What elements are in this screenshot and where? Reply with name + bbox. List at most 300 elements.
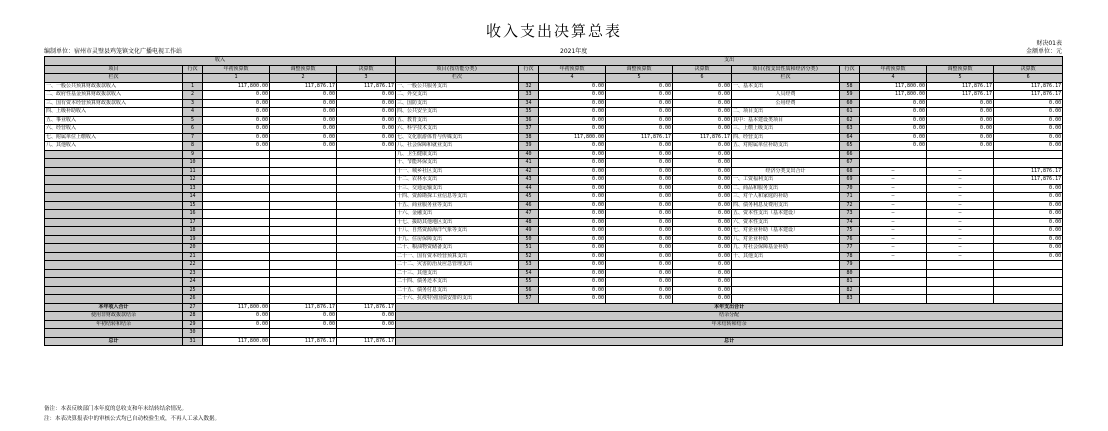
income-value: 0.00	[270, 133, 337, 142]
col-label: 栏次	[396, 74, 519, 83]
table-row	[45, 278, 1063, 287]
income-item	[45, 278, 183, 287]
income-value: 0.00	[337, 116, 396, 125]
adjusted-header: 调整预算数	[270, 65, 337, 74]
row-number: 51	[519, 244, 539, 253]
table-row	[45, 252, 1063, 261]
final-header: 决算数	[337, 65, 396, 74]
income-item	[45, 218, 183, 227]
income-value: 0.00	[203, 142, 270, 151]
econ-value: —	[927, 244, 994, 253]
expense-value: 0.00	[539, 261, 606, 270]
expense-value: 0.00	[539, 176, 606, 185]
row-number: 35	[519, 108, 539, 117]
income-item	[45, 235, 183, 244]
econ-item: 四、经营支出	[732, 133, 840, 142]
income-total-value: 117,800.00	[203, 337, 270, 346]
income-value: 0.00	[270, 99, 337, 108]
row-number: 74	[840, 218, 860, 227]
income-value	[270, 184, 337, 193]
income-value	[270, 201, 337, 210]
income-item	[45, 295, 183, 304]
econ-value: 0.00	[860, 125, 927, 134]
row-number: 27	[183, 303, 203, 312]
expense-item: 四、公共安全支出	[396, 108, 519, 117]
col-number: 4	[539, 74, 606, 83]
row-number: 75	[840, 227, 860, 236]
income-value	[270, 218, 337, 227]
econ-value: 0.00	[994, 125, 1063, 134]
table-row	[45, 82, 1063, 91]
total-row	[45, 329, 1063, 338]
row-number: 48	[519, 218, 539, 227]
expense-total-label: 本年支出合计	[396, 303, 1063, 312]
econ-value: 117,800.00	[860, 91, 927, 100]
income-value	[270, 269, 337, 278]
note-2: 注：本表决算报表中的审核公式均已自动校验生成，不再人工录入数据。	[44, 416, 221, 422]
row-number: 39	[519, 142, 539, 151]
expense-value: 0.00	[606, 99, 673, 108]
econ-value: —	[860, 210, 927, 219]
income-total-label: 本年收入合计	[45, 303, 183, 312]
form-number: 财决01表	[1036, 40, 1062, 47]
header-row	[45, 65, 1063, 74]
econ-item: 一、基本支出	[732, 82, 840, 91]
expense-value: 0.00	[606, 218, 673, 227]
expense-value: 0.00	[539, 142, 606, 151]
econ-value	[860, 269, 927, 278]
expense-item: 十、节能环保支出	[396, 159, 519, 168]
income-value	[270, 159, 337, 168]
econ-value: 0.00	[994, 116, 1063, 125]
econ-value: 0.00	[860, 99, 927, 108]
expense-value: 0.00	[673, 142, 732, 151]
income-item: 一、一般公共预算财政拨款收入	[45, 82, 183, 91]
income-value	[337, 235, 396, 244]
econ-value: —	[927, 201, 994, 210]
row-number: 9	[183, 150, 203, 159]
expense-value: 0.00	[673, 269, 732, 278]
row-number: 78	[840, 252, 860, 261]
econ-value: 0.00	[927, 99, 994, 108]
income-value	[270, 295, 337, 304]
expense-item: 十六、金融支出	[396, 210, 519, 219]
row-number: 3	[183, 99, 203, 108]
row-number: 23	[183, 269, 203, 278]
row-number: 71	[840, 193, 860, 202]
econ-item: 五、资本性支出（基本建设）	[732, 210, 840, 219]
expense-total-label: 年末结转和结余	[396, 320, 1063, 329]
income-value	[337, 227, 396, 236]
col-number: 1	[203, 74, 270, 83]
row-number: 61	[840, 108, 860, 117]
econ-value: 117,876.17	[994, 91, 1063, 100]
econ-value: 117,876.17	[994, 176, 1063, 185]
expense-value: 0.00	[539, 91, 606, 100]
row-number: 11	[183, 167, 203, 176]
row-number: 42	[519, 167, 539, 176]
income-value: 0.00	[337, 133, 396, 142]
income-value	[337, 269, 396, 278]
col-number: 3	[337, 74, 396, 83]
income-value	[270, 227, 337, 236]
unit-label: 编制单位：宿州市灵璧县鸡笼镇文化广播电视工作站	[44, 48, 183, 55]
income-item: 七、附属单位上缴收入	[45, 133, 183, 142]
table-row	[45, 116, 1063, 125]
expense-value: 0.00	[606, 184, 673, 193]
income-value	[203, 278, 270, 287]
income-value	[337, 176, 396, 185]
expense-value: 0.00	[539, 218, 606, 227]
econ-item	[732, 286, 840, 295]
row-number: 55	[519, 278, 539, 287]
income-value	[337, 159, 396, 168]
expense-value: 0.00	[673, 278, 732, 287]
econ-value: 0.00	[994, 184, 1063, 193]
expense-value: 0.00	[606, 142, 673, 151]
expense-value: 0.00	[539, 193, 606, 202]
income-value	[270, 210, 337, 219]
income-value: 0.00	[337, 125, 396, 134]
econ-item: 公用经费	[732, 99, 840, 108]
econ-value	[860, 159, 927, 168]
econ-value: 0.00	[927, 142, 994, 151]
final-header: 决算数	[994, 65, 1063, 74]
income-item	[45, 201, 183, 210]
adjusted-header: 调整预算数	[927, 65, 994, 74]
row-number: 82	[840, 286, 860, 295]
income-value: 0.00	[270, 108, 337, 117]
note-1: 备注：本表反映部门本年度的总收支和年末结转结余情况。	[44, 406, 188, 412]
expense-value: 0.00	[539, 286, 606, 295]
econ-value	[927, 269, 994, 278]
row-number: 40	[519, 150, 539, 159]
econ-item	[732, 159, 840, 168]
econ-value	[927, 261, 994, 270]
income-total-value: 0.00	[337, 320, 396, 329]
econ-value	[860, 278, 927, 287]
income-value: 0.00	[203, 91, 270, 100]
income-value: 0.00	[203, 99, 270, 108]
row-number: 60	[840, 99, 860, 108]
income-value	[270, 193, 337, 202]
expense-value: 0.00	[673, 235, 732, 244]
econ-item: 十、其他支出	[732, 252, 840, 261]
expense-value: 0.00	[606, 193, 673, 202]
currency-label: 金额单位：元	[1025, 48, 1062, 55]
econ-value: —	[860, 227, 927, 236]
col-number: 4	[860, 74, 927, 83]
econ-value: 0.00	[994, 227, 1063, 236]
econ-value: 117,876.17	[927, 91, 994, 100]
expense-item: 二十五、债务付息支出	[396, 286, 519, 295]
row-number: 57	[519, 295, 539, 304]
row-number: 36	[519, 116, 539, 125]
expense-value: 0.00	[606, 286, 673, 295]
expense-value: 0.00	[606, 235, 673, 244]
econ-value: —	[860, 193, 927, 202]
income-item	[45, 184, 183, 193]
row-number: 30	[183, 329, 203, 338]
table-row	[45, 269, 1063, 278]
row-number: 80	[840, 269, 860, 278]
table-row	[45, 91, 1063, 100]
income-item	[45, 227, 183, 236]
expense-item: 二十一、国有资本经营预算支出	[396, 252, 519, 261]
expense-item: 二十四、债务还本支出	[396, 278, 519, 287]
econ-value: 117,800.00	[860, 82, 927, 91]
econ-value: 0.00	[927, 125, 994, 134]
econ-value: —	[927, 193, 994, 202]
income-value: 0.00	[203, 116, 270, 125]
table-row	[45, 150, 1063, 159]
econ-value: 0.00	[994, 201, 1063, 210]
income-total-label: 使用非财政拨款结余	[45, 312, 183, 321]
table-row	[45, 227, 1063, 236]
col-label: 栏次	[732, 74, 840, 83]
econ-value: —	[927, 218, 994, 227]
econ-item	[732, 261, 840, 270]
econ-value: 0.00	[994, 244, 1063, 253]
income-item	[45, 244, 183, 253]
income-item	[45, 210, 183, 219]
expense-value: 0.00	[673, 176, 732, 185]
expense-value: 0.00	[673, 244, 732, 253]
expense-item: 二十、粮油物资储备支出	[396, 244, 519, 253]
income-value: 0.00	[203, 108, 270, 117]
row-number: 52	[519, 252, 539, 261]
expense-value: 0.00	[539, 125, 606, 134]
expense-value: 0.00	[673, 286, 732, 295]
row-header: 行次	[183, 65, 203, 74]
econ-value: 0.00	[994, 142, 1063, 151]
income-value	[337, 210, 396, 219]
econ-value	[994, 295, 1063, 304]
econ-item: 四、债务利息及费用支出	[732, 201, 840, 210]
expense-item: 二、外交支出	[396, 91, 519, 100]
table-row	[45, 286, 1063, 295]
income-item: 四、上级补助收入	[45, 108, 183, 117]
econ-value	[860, 261, 927, 270]
income-value	[203, 201, 270, 210]
econ-value: 0.00	[927, 116, 994, 125]
expense-value: 0.00	[673, 218, 732, 227]
econ-value: —	[927, 227, 994, 236]
table-row	[45, 176, 1063, 185]
expense-value: 0.00	[673, 91, 732, 100]
expense-value: 0.00	[606, 150, 673, 159]
expense-item: 六、科学技术支出	[396, 125, 519, 134]
expense-value: 0.00	[539, 150, 606, 159]
income-value	[203, 167, 270, 176]
row-number: 20	[183, 244, 203, 253]
econ-value	[860, 295, 927, 304]
row-number: 29	[183, 320, 203, 329]
expense-value: 0.00	[673, 252, 732, 261]
row-number: 15	[183, 201, 203, 210]
econ-item	[732, 269, 840, 278]
income-total-value: 117,876.17	[337, 303, 396, 312]
econ-value	[994, 261, 1063, 270]
row-number: 1	[183, 82, 203, 91]
income-value	[203, 184, 270, 193]
expense-item: 十八、自然资源海洋气象等支出	[396, 227, 519, 236]
income-value	[203, 159, 270, 168]
row-number: 58	[840, 82, 860, 91]
expense-item: 十二、农林水支出	[396, 176, 519, 185]
expense-value: 0.00	[606, 125, 673, 134]
econ-value: 0.00	[994, 235, 1063, 244]
row-number: 22	[183, 261, 203, 270]
expense-value: 0.00	[539, 235, 606, 244]
row-number: 54	[519, 269, 539, 278]
expense-item: 十一、城乡社区支出	[396, 167, 519, 176]
row-number: 38	[519, 133, 539, 142]
income-value	[337, 278, 396, 287]
income-total-value	[337, 329, 396, 338]
econ-value: 0.00	[860, 108, 927, 117]
income-item	[45, 193, 183, 202]
income-value	[270, 235, 337, 244]
row-number: 83	[840, 295, 860, 304]
row-number: 41	[519, 159, 539, 168]
expense-total-label: 总计	[396, 337, 1063, 346]
income-value	[270, 167, 337, 176]
econ-value: —	[860, 235, 927, 244]
table-row	[45, 201, 1063, 210]
expense-item: 十五、商业服务业等支出	[396, 201, 519, 210]
expense-value: 117,876.17	[673, 133, 732, 142]
row-number: 63	[840, 125, 860, 134]
expense-item: 十九、住房保障支出	[396, 235, 519, 244]
econ-value	[994, 278, 1063, 287]
row-number: 79	[840, 261, 860, 270]
expense-value: 0.00	[606, 201, 673, 210]
income-value: 0.00	[270, 91, 337, 100]
income-value	[337, 184, 396, 193]
expense-total-label	[396, 329, 1063, 338]
col-label	[519, 74, 539, 83]
econ-value: —	[860, 184, 927, 193]
income-value	[337, 295, 396, 304]
row-number: 73	[840, 210, 860, 219]
econ-value: —	[860, 244, 927, 253]
income-header: 收入	[45, 57, 396, 66]
econ-value: 0.00	[860, 116, 927, 125]
expense-value: 0.00	[673, 125, 732, 134]
econ-value: 0.00	[994, 218, 1063, 227]
income-total-value	[203, 329, 270, 338]
econ-item: 二、项目支出	[732, 108, 840, 117]
expense-item: 二十二、灾害防治及应急管理支出	[396, 261, 519, 270]
income-value	[203, 269, 270, 278]
income-value: 0.00	[270, 116, 337, 125]
income-value	[203, 286, 270, 295]
row-number: 25	[183, 286, 203, 295]
total-row	[45, 312, 1063, 321]
item-header: 项目	[45, 65, 183, 74]
row-number: 19	[183, 235, 203, 244]
econ-value: —	[927, 176, 994, 185]
expense-total-label: 结余分配	[396, 312, 1063, 321]
expense-value: 117,876.17	[606, 133, 673, 142]
expense-value: 0.00	[539, 108, 606, 117]
income-value	[270, 150, 337, 159]
table-row	[45, 218, 1063, 227]
col-label	[183, 74, 203, 83]
summary-table	[44, 56, 1063, 346]
expense-value: 0.00	[606, 244, 673, 253]
row-number: 8	[183, 142, 203, 151]
expense-value: 0.00	[606, 261, 673, 270]
income-value: 0.00	[270, 125, 337, 134]
income-total-value: 117,876.17	[270, 337, 337, 346]
col-number: 6	[994, 74, 1063, 83]
expense-value: 0.00	[606, 167, 673, 176]
income-value	[270, 278, 337, 287]
expense-value: 0.00	[673, 150, 732, 159]
row-number: 66	[840, 150, 860, 159]
row-number: 68	[840, 167, 860, 176]
expense-value: 117,800.00	[539, 133, 606, 142]
expense-value: 0.00	[606, 82, 673, 91]
expense-value: 0.00	[673, 116, 732, 125]
econ-value: —	[927, 184, 994, 193]
income-total-value: 117,876.17	[270, 303, 337, 312]
expense-value: 0.00	[606, 227, 673, 236]
total-row	[45, 303, 1063, 312]
econ-item: 其中：基本建设类项目	[732, 116, 840, 125]
econ-item: 二、商品和服务支出	[732, 184, 840, 193]
row-number: 65	[840, 142, 860, 151]
expense-item: 三、国防支出	[396, 99, 519, 108]
income-total-value: 0.00	[270, 320, 337, 329]
table-row	[45, 244, 1063, 253]
row-number: 50	[519, 235, 539, 244]
econ-value	[994, 150, 1063, 159]
col-label: 栏次	[45, 74, 183, 83]
expense-item: 十三、交通运输支出	[396, 184, 519, 193]
econ-item	[732, 150, 840, 159]
econ-value: 0.00	[860, 142, 927, 151]
income-item	[45, 269, 183, 278]
income-total-label	[45, 329, 183, 338]
econ-value: —	[927, 210, 994, 219]
income-value: 0.00	[203, 133, 270, 142]
expense-value: 0.00	[539, 184, 606, 193]
table-row	[45, 295, 1063, 304]
row-number: 14	[183, 193, 203, 202]
row-number: 45	[519, 193, 539, 202]
expense-value: 0.00	[673, 193, 732, 202]
income-value	[203, 218, 270, 227]
expense-value: 0.00	[539, 116, 606, 125]
col-number: 2	[270, 74, 337, 83]
econ-value: —	[860, 252, 927, 261]
income-value	[203, 235, 270, 244]
income-value	[203, 295, 270, 304]
expense-item: 一、一般公共服务支出	[396, 82, 519, 91]
income-value	[270, 261, 337, 270]
expense-value: 0.00	[539, 252, 606, 261]
income-item	[45, 286, 183, 295]
expense-value: 0.00	[539, 269, 606, 278]
econ-value: —	[860, 201, 927, 210]
econ-item: 三、对个人和家庭的补助	[732, 193, 840, 202]
econ-value: 0.00	[994, 193, 1063, 202]
econ-value	[927, 159, 994, 168]
income-value	[203, 176, 270, 185]
